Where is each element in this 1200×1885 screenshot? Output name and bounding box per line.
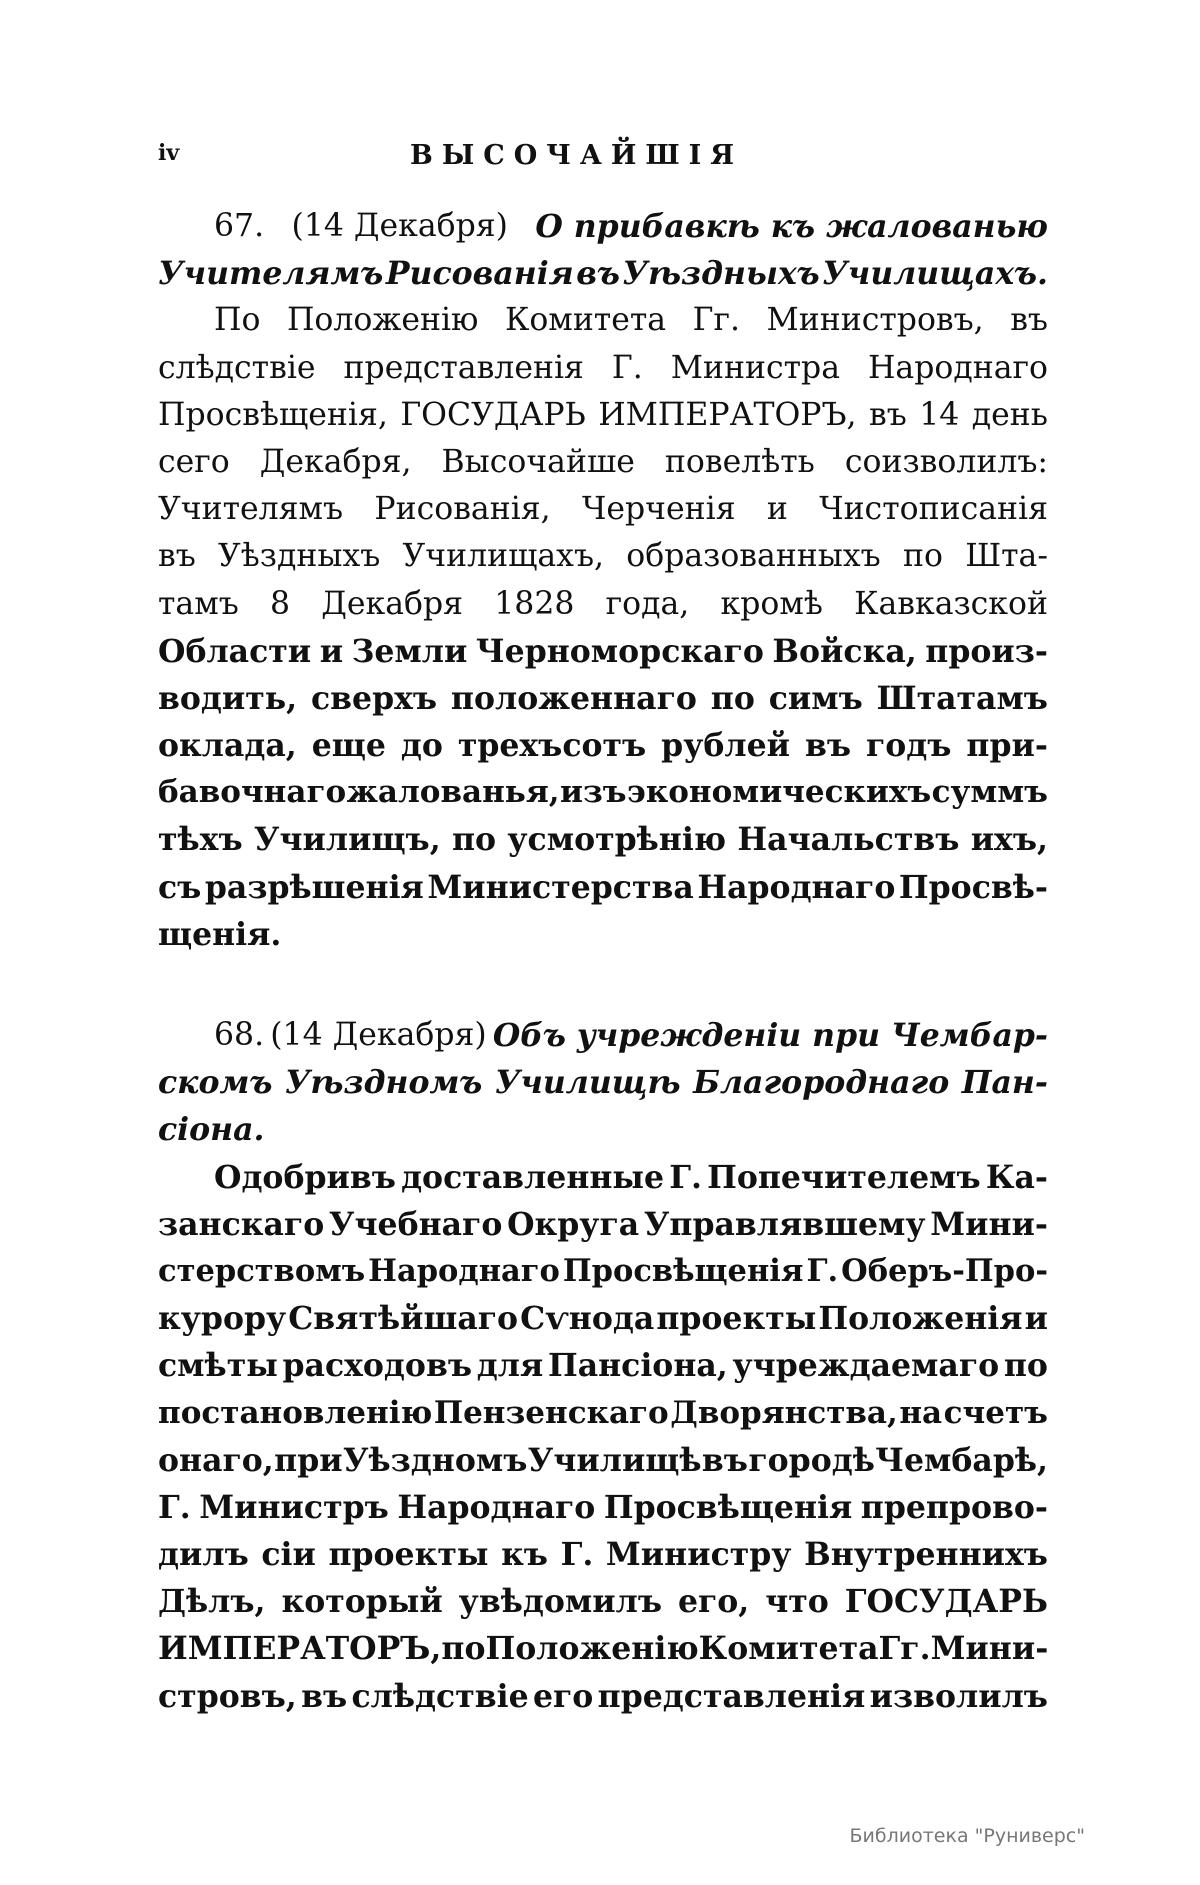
- word: Пензенскаго: [433, 1394, 669, 1431]
- word: Войска,: [772, 632, 917, 670]
- word: Управлявшему: [643, 1205, 926, 1243]
- word: счетъ: [943, 1394, 1048, 1431]
- word: Училищъ,: [253, 821, 441, 859]
- word: сверхъ: [310, 679, 438, 717]
- word: годъ: [865, 727, 952, 765]
- word: на: [899, 1394, 943, 1431]
- word: доставленные: [401, 1158, 665, 1196]
- page-number: iv: [158, 140, 180, 166]
- word: курору: [158, 1300, 287, 1338]
- word: Положенія: [818, 1300, 1023, 1338]
- word: Святѣйшаго: [288, 1300, 519, 1338]
- word: въ: [804, 727, 852, 765]
- body-line: [158, 439, 1048, 486]
- body-line: [158, 769, 1048, 816]
- word: стровъ,: [158, 1677, 297, 1715]
- word: суммъ: [931, 774, 1048, 811]
- word: постановленію: [158, 1394, 433, 1431]
- word: положеннаго: [450, 679, 697, 717]
- word: кромѣ: [720, 585, 823, 622]
- word: Народнаго: [368, 1252, 560, 1289]
- word: представленія: [343, 349, 584, 386]
- word: Гг.: [878, 1630, 931, 1668]
- word: скомъ: [158, 1064, 273, 1102]
- body-line: [158, 722, 1048, 769]
- word: изъ: [559, 774, 627, 811]
- section-67: [158, 203, 1048, 958]
- word: который: [281, 1583, 443, 1621]
- section-title-line: сіона.: [158, 1111, 265, 1149]
- word: Уѣздномъ: [284, 1064, 483, 1102]
- section-date: (14 Декабря): [270, 1017, 487, 1053]
- body-line: [158, 1625, 1048, 1672]
- word: съ: [158, 868, 202, 906]
- word: рублей: [661, 727, 790, 765]
- word: Начальствъ: [737, 821, 960, 859]
- word: Г.: [611, 349, 643, 386]
- word: По: [214, 302, 261, 339]
- word: Учителямъ: [158, 491, 344, 528]
- page-header: [158, 140, 1038, 180]
- word: трехъсотъ: [457, 727, 647, 765]
- word: до: [400, 727, 443, 765]
- word: Г.: [669, 1158, 702, 1196]
- word: Просвѣщенія: [562, 1252, 804, 1289]
- word: Благороднаго: [693, 1064, 950, 1102]
- word: водить,: [158, 679, 298, 717]
- word: въ: [158, 538, 196, 575]
- word: тамъ: [158, 585, 239, 622]
- body-line: [158, 1295, 1048, 1342]
- word: Учебнаго: [328, 1205, 503, 1243]
- word: Учителямъ: [158, 255, 384, 293]
- word: Народнаго: [697, 868, 896, 906]
- word: и: [1024, 1300, 1048, 1338]
- word: въ: [701, 1441, 748, 1479]
- word: проекты: [328, 1536, 489, 1574]
- word: Земли: [351, 632, 468, 670]
- section-heading: [158, 203, 1048, 250]
- body-line: [158, 1342, 1048, 1389]
- section-title-line: [158, 250, 1048, 297]
- word: симъ: [768, 679, 863, 717]
- word: проекты: [656, 1300, 817, 1338]
- word: Округа: [507, 1205, 640, 1243]
- body-line: [158, 1201, 1048, 1248]
- word: жалованья,: [346, 774, 560, 811]
- body-line: [158, 345, 1048, 392]
- body-line: [158, 864, 1048, 911]
- word: по: [902, 538, 943, 575]
- word: Оберъ-Про-: [841, 1252, 1048, 1289]
- body-line: [158, 1248, 1048, 1295]
- word: Министръ: [199, 1488, 389, 1526]
- word: Мини-: [930, 1205, 1048, 1243]
- word: 1828: [494, 585, 575, 622]
- word: повелѣть: [664, 443, 815, 480]
- word: слѣдствіе: [351, 1677, 529, 1715]
- word: Дворянства,: [670, 1394, 898, 1431]
- word: бавочнаго: [158, 774, 347, 811]
- word: ГОСУДАРЬ: [400, 396, 586, 433]
- word: Народнаго: [867, 349, 1048, 386]
- word: Штатамъ: [876, 679, 1048, 717]
- word: при: [274, 1441, 343, 1479]
- word: усмотрѣнію: [507, 821, 727, 859]
- word: разрѣшенія: [204, 868, 424, 906]
- word: что: [765, 1583, 829, 1621]
- word: Черноморскаго: [475, 632, 764, 670]
- body-line: [158, 628, 1048, 675]
- word: Шта-: [965, 538, 1048, 575]
- word: изволилъ: [869, 1677, 1048, 1715]
- word: Дѣлъ,: [158, 1583, 266, 1621]
- word: ИМПЕРАТОРЪ,: [598, 396, 857, 433]
- body-line: [158, 297, 1048, 344]
- word: Уѣздномъ: [342, 1441, 528, 1479]
- word: Министра: [670, 349, 840, 386]
- body-line: [158, 1437, 1048, 1484]
- word: Рисованія,: [374, 491, 551, 528]
- body-line: [158, 1531, 1048, 1578]
- word: Училищѣ: [494, 1064, 681, 1102]
- word: 8: [269, 585, 291, 622]
- word: Пансіона,: [547, 1347, 728, 1385]
- word: Чистописанія: [819, 491, 1048, 528]
- word: 14: [919, 396, 960, 433]
- word: въ: [576, 255, 620, 293]
- word: по: [441, 1630, 486, 1668]
- word: и: [766, 491, 788, 528]
- word: произ-: [925, 632, 1048, 670]
- word: Уѣздныхъ: [218, 538, 381, 575]
- word: года,: [605, 585, 690, 622]
- word: Училищѣ: [527, 1441, 702, 1479]
- word: Г.: [158, 1488, 191, 1526]
- word: экономическихъ: [626, 774, 932, 811]
- word: Уѣздныхъ: [622, 255, 820, 293]
- word: тѣхъ: [158, 821, 243, 859]
- word: Министровъ,: [766, 302, 984, 339]
- word: Г.: [560, 1536, 594, 1574]
- word: его: [532, 1677, 594, 1715]
- section-title: Объ учрежденіи при Чембар-: [492, 1017, 1048, 1054]
- body-line: [158, 1390, 1048, 1437]
- word: Министру: [605, 1536, 792, 1574]
- word: Просвѣщенія: [603, 1488, 853, 1526]
- word: Народнаго: [397, 1488, 596, 1526]
- word: Положенію: [286, 302, 479, 339]
- word: Министерства: [427, 868, 694, 906]
- word: стерствомъ: [158, 1252, 366, 1289]
- body-line: [158, 1578, 1048, 1625]
- word: занскаго: [158, 1205, 325, 1243]
- word: Пан-: [961, 1064, 1048, 1102]
- word: Рисованія: [385, 255, 574, 293]
- section-title: О прибавкѣ къ жалованью: [535, 208, 1048, 245]
- word: по: [710, 679, 755, 717]
- word: представленія: [597, 1677, 866, 1715]
- body-line: [158, 1673, 1048, 1720]
- word: его,: [677, 1583, 750, 1621]
- word: оклада,: [158, 727, 297, 765]
- body-line: [158, 816, 1048, 863]
- word: Чембарѣ,: [875, 1441, 1048, 1479]
- section-number: 67.: [214, 208, 265, 244]
- word: Г.: [806, 1252, 839, 1289]
- word: Училищахъ.: [822, 255, 1048, 293]
- word: въ: [868, 396, 907, 433]
- word: при-: [966, 727, 1048, 765]
- body-line: [158, 392, 1048, 439]
- word: онаго,: [158, 1441, 274, 1479]
- word: Мини-: [930, 1630, 1049, 1668]
- word: въ: [1010, 302, 1048, 339]
- word: для: [476, 1347, 544, 1385]
- word: увѣдомилъ: [458, 1583, 662, 1621]
- word: расходовъ: [282, 1347, 472, 1385]
- word: смѣты: [158, 1347, 278, 1385]
- word: Одобривъ: [214, 1158, 396, 1196]
- word: соизволилъ:: [844, 443, 1048, 480]
- word: слѣдствіе: [158, 349, 316, 386]
- word: Положенію: [485, 1630, 699, 1668]
- body-line: щенія.: [158, 915, 282, 953]
- body-line: [158, 486, 1048, 533]
- body-line: [158, 675, 1048, 722]
- word: въ: [301, 1677, 348, 1715]
- word: день: [971, 396, 1048, 433]
- word: Черченія: [582, 491, 736, 528]
- word: препрово-: [860, 1488, 1048, 1526]
- body-line: [158, 1484, 1048, 1531]
- word: дилъ: [158, 1536, 249, 1574]
- word: Попечителемъ: [707, 1158, 981, 1196]
- section-68: [158, 1012, 1048, 1720]
- word: Высочайше: [441, 443, 635, 480]
- word: сіи: [261, 1536, 316, 1574]
- word: Училищахъ,: [402, 538, 605, 575]
- word: Просвѣщенія,: [158, 396, 388, 433]
- word: Области: [158, 632, 312, 670]
- word: еще: [311, 727, 386, 765]
- body-line: [158, 533, 1048, 580]
- section-title-line: [158, 1059, 1048, 1106]
- word: Кавказской: [854, 585, 1048, 622]
- word: Декабря: [321, 585, 463, 622]
- word: Сѵнода: [520, 1300, 655, 1338]
- word: по: [452, 821, 497, 859]
- section-number: 68.: [214, 1017, 265, 1053]
- word: ГОСУДАРЬ: [844, 1583, 1048, 1621]
- word: Комитета: [504, 302, 667, 339]
- word: Просвѣ-: [898, 868, 1048, 906]
- word: сего: [158, 443, 230, 480]
- section-heading: [158, 1012, 1048, 1059]
- word: учреждаемаго: [732, 1347, 1000, 1385]
- word: ИМПЕРАТОРЪ,: [158, 1630, 442, 1668]
- body-line: [158, 1154, 1048, 1201]
- running-title: ВЫСОЧАЙШІЯ: [410, 140, 744, 171]
- word: и: [319, 632, 344, 670]
- word: Ка-: [985, 1158, 1048, 1196]
- word: городѣ: [748, 1441, 875, 1479]
- library-watermark: Библиотека "Руниверс": [849, 1825, 1085, 1847]
- section-date: (14 Декабря): [291, 208, 508, 244]
- word: ихъ,: [970, 821, 1048, 859]
- word: Комитета: [698, 1630, 879, 1668]
- body-line: [158, 581, 1048, 628]
- word: Декабря,: [259, 443, 412, 480]
- word: по: [1003, 1347, 1048, 1385]
- word: образованныхъ: [626, 538, 881, 575]
- word: Внутреннихъ: [804, 1536, 1048, 1574]
- word: Гг.: [692, 302, 740, 339]
- word: къ: [501, 1536, 548, 1574]
